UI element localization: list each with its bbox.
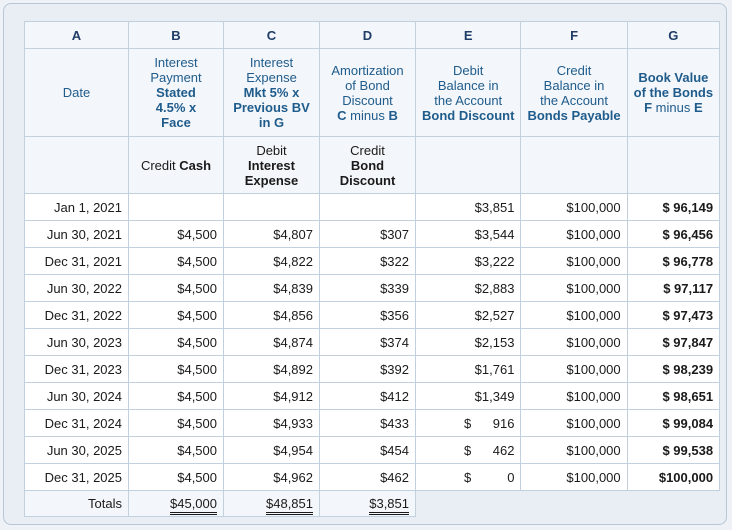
bond-amortization-table (24, 21, 720, 517)
cell-date: Dec 31, 2023 (25, 356, 129, 383)
cell-bond-discount-balance: $2,883 (416, 275, 521, 302)
cell-date: Dec 31, 2025 (25, 464, 129, 491)
cell-bonds-payable: $100,000 (521, 302, 627, 329)
totals-empty (627, 491, 719, 517)
cell-amortization (320, 194, 416, 221)
cell-interest-expense: $4,933 (224, 410, 320, 437)
cell-book-value: $100,000 (627, 464, 719, 491)
cell-bond-discount-balance (416, 437, 521, 464)
cell-book-value: $ 98,239 (627, 356, 719, 383)
header-bond-discount-balance: Debit Balance in the Account Bond Discount (416, 49, 521, 137)
cell-interest-payment: $4,500 (129, 248, 224, 275)
cell-amortization: $412 (320, 383, 416, 410)
cell-book-value: $ 96,456 (627, 221, 719, 248)
subheader-debit-interest-expense: Debit Interest Expense (224, 137, 320, 194)
table-row (25, 410, 720, 437)
table-row (25, 329, 720, 356)
cell-book-value: $ 97,473 (627, 302, 719, 329)
cell-book-value: $ 97,117 (627, 275, 719, 302)
cell-interest-expense: $4,962 (224, 464, 320, 491)
cell-book-value: $ 96,149 (627, 194, 719, 221)
column-letter: G (627, 22, 719, 49)
cell-bonds-payable: $100,000 (521, 248, 627, 275)
totals-value: $48,851 (266, 496, 313, 515)
cell-bond-discount-balance: $1,761 (416, 356, 521, 383)
subheader-empty (627, 137, 719, 194)
cell-bonds-payable: $100,000 (521, 194, 627, 221)
cell-amortization: $433 (320, 410, 416, 437)
cell-bond-discount-balance (416, 410, 521, 437)
table-row (25, 248, 720, 275)
column-letter: C (224, 22, 320, 49)
subheader-empty (25, 137, 129, 194)
cell-bonds-payable: $100,000 (521, 329, 627, 356)
cell-bonds-payable: $100,000 (521, 356, 627, 383)
table-row (25, 194, 720, 221)
subheader-row (25, 137, 720, 194)
cell-book-value: $ 98,651 (627, 383, 719, 410)
currency-symbol: $ (464, 415, 472, 431)
cell-bond-discount-balance: $2,153 (416, 329, 521, 356)
column-letter: D (320, 22, 416, 49)
subheader-empty (521, 137, 627, 194)
totals-label: Totals (25, 491, 129, 517)
cell-interest-payment: $4,500 (129, 410, 224, 437)
cell-interest-expense (224, 194, 320, 221)
cell-amortization: $462 (320, 464, 416, 491)
cell-bond-discount-balance: $3,544 (416, 221, 521, 248)
header-book-value: Book Value of the Bonds F minus E (627, 49, 719, 137)
column-letter: A (25, 22, 129, 49)
totals-empty (416, 491, 521, 517)
cell-amortization: $307 (320, 221, 416, 248)
cell-amortization: $339 (320, 275, 416, 302)
totals-value: $45,000 (170, 496, 217, 515)
cell-date: Jun 30, 2021 (25, 221, 129, 248)
cell-value: 916 (492, 415, 515, 431)
cell-bond-discount-balance: $1,349 (416, 383, 521, 410)
totals-d (320, 491, 416, 517)
header-interest-payment: Interest Payment Stated 4.5% x Face (129, 49, 224, 137)
table-row (25, 464, 720, 491)
cell-amortization: $356 (320, 302, 416, 329)
cell-date: Jun 30, 2022 (25, 275, 129, 302)
table-row (25, 356, 720, 383)
column-letters-row (25, 22, 720, 49)
table-row (25, 302, 720, 329)
cell-interest-expense: $4,807 (224, 221, 320, 248)
column-letter: B (129, 22, 224, 49)
cell-value: 0 (507, 469, 515, 485)
cell-book-value: $ 96,778 (627, 248, 719, 275)
cell-bonds-payable: $100,000 (521, 410, 627, 437)
cell-interest-expense: $4,912 (224, 383, 320, 410)
cell-interest-payment: $4,500 (129, 221, 224, 248)
cell-bonds-payable: $100,000 (521, 437, 627, 464)
table-row (25, 383, 720, 410)
totals-b (129, 491, 224, 517)
cell-interest-expense: $4,874 (224, 329, 320, 356)
cell-amortization: $392 (320, 356, 416, 383)
cell-date: Jun 30, 2024 (25, 383, 129, 410)
header-bonds-payable-balance: Credit Balance in the Account Bonds Payable (521, 49, 627, 137)
table-row (25, 221, 720, 248)
cell-book-value: $ 97,847 (627, 329, 719, 356)
cell-interest-payment: $4,500 (129, 437, 224, 464)
table-row (25, 275, 720, 302)
cell-interest-payment: $4,500 (129, 275, 224, 302)
cell-interest-expense: $4,856 (224, 302, 320, 329)
cell-bond-discount-balance: $3,851 (416, 194, 521, 221)
header-row (25, 49, 720, 137)
cell-interest-expense: $4,892 (224, 356, 320, 383)
cell-date: Dec 31, 2024 (25, 410, 129, 437)
cell-amortization: $322 (320, 248, 416, 275)
currency-symbol: $ (464, 442, 472, 458)
cell-bonds-payable: $100,000 (521, 221, 627, 248)
cell-book-value: $ 99,084 (627, 410, 719, 437)
cell-interest-expense: $4,822 (224, 248, 320, 275)
subheader-empty (416, 137, 521, 194)
cell-interest-payment: $4,500 (129, 329, 224, 356)
cell-date: Dec 31, 2021 (25, 248, 129, 275)
cell-date: Jun 30, 2025 (25, 437, 129, 464)
cell-amortization: $454 (320, 437, 416, 464)
cell-bonds-payable: $100,000 (521, 383, 627, 410)
currency-symbol: $ (464, 469, 472, 485)
totals-value: $3,851 (369, 496, 409, 515)
cell-interest-payment (129, 194, 224, 221)
cell-bonds-payable: $100,000 (521, 464, 627, 491)
header-date: Date (25, 49, 129, 137)
cell-interest-payment: $4,500 (129, 464, 224, 491)
cell-bonds-payable: $100,000 (521, 275, 627, 302)
cell-interest-expense: $4,839 (224, 275, 320, 302)
cell-interest-payment: $4,500 (129, 383, 224, 410)
header-interest-expense: Interest Expense Mkt 5% x Previous BV in G (224, 49, 320, 137)
cell-interest-payment: $4,500 (129, 302, 224, 329)
cell-date: Jun 30, 2023 (25, 329, 129, 356)
column-letter: E (416, 22, 521, 49)
table-row (25, 437, 720, 464)
table-frame (3, 3, 727, 525)
totals-c (224, 491, 320, 517)
subheader-credit-bond-discount: Credit Bond Discount (320, 137, 416, 194)
cell-bond-discount-balance: $2,527 (416, 302, 521, 329)
cell-value: 462 (492, 442, 515, 458)
cell-book-value: $ 99,538 (627, 437, 719, 464)
cell-bond-discount-balance: $3,222 (416, 248, 521, 275)
cell-interest-expense: $4,954 (224, 437, 320, 464)
column-letter: F (521, 22, 627, 49)
subheader-credit-cash: Credit Cash (129, 137, 224, 194)
cell-date: Jan 1, 2021 (25, 194, 129, 221)
cell-interest-payment: $4,500 (129, 356, 224, 383)
totals-empty (521, 491, 627, 517)
cell-date: Dec 31, 2022 (25, 302, 129, 329)
cell-bond-discount-balance (416, 464, 521, 491)
header-amortization: Amortization of Bond Discount C minus B (320, 49, 416, 137)
cell-amortization: $374 (320, 329, 416, 356)
totals-row (25, 491, 720, 517)
